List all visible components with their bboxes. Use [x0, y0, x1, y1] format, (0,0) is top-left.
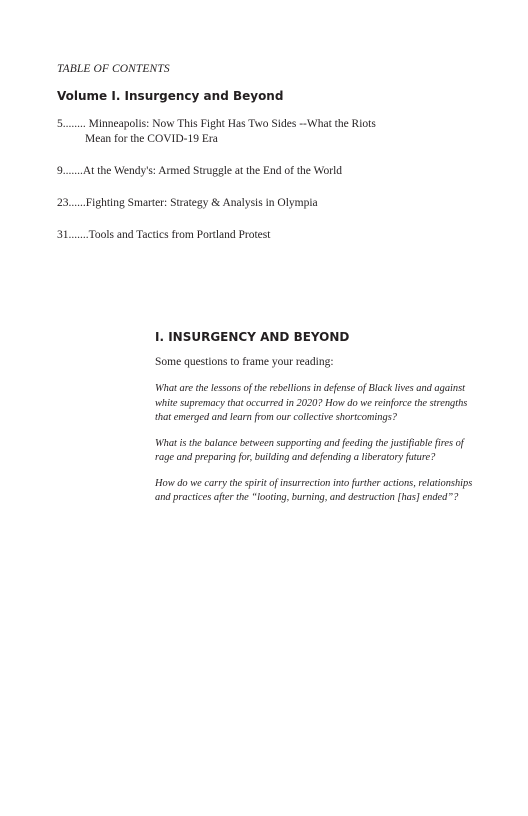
toc-leader: ....... [62, 165, 83, 177]
toc-entry[interactable] [57, 196, 387, 211]
volume-title: Volume I. Insurgency and Beyond [57, 89, 284, 103]
toc-entry-title: Fighting Smarter: Strategy & Analysis in Olympia [85, 197, 318, 209]
toc-entry-title: Minneapolis: Now This Fight Has Two Sides --What the Riots Mean for the COVID-19 Era [85, 118, 376, 145]
toc-leader: ........ [62, 118, 89, 130]
question-paragraph: What is the balance between supporting and feeding the justifiable fires of rage and preparing for, building and defending a liberatory future? [155, 437, 464, 463]
question-paragraph: How do we carry the spirit of insurrection into further actions, relationships and practices after the “looting, burning, and destruction [has] ended”? [155, 477, 473, 503]
toc-list [57, 117, 387, 260]
section-insurgency [155, 330, 475, 517]
toc-leader: ....... [68, 229, 89, 241]
question-paragraph: What are the lessons of the rebellions in defense of Black lives and against white supremacy that occurred in 2020? How do we reinforce the strengths that emerged and learn from our collective shortcomings? [155, 383, 468, 423]
toc-page-number: 31 [57, 229, 69, 241]
toc-page-number: 5 [57, 118, 63, 130]
toc-entry-title: At the Wendy's: Armed Struggle at the End of the World [82, 165, 343, 177]
toc-page-number: 23 [57, 197, 69, 209]
section-title: I. INSURGENCY AND BEYOND [155, 330, 350, 344]
toc-page-number: 9 [57, 165, 63, 177]
toc-leader: ...... [68, 197, 86, 209]
toc-entry[interactable] [57, 228, 387, 243]
toc-heading: TABLE OF CONTENTS [57, 63, 170, 75]
toc-entry-title: Tools and Tactics from Portland Protest [88, 229, 271, 241]
toc-entry[interactable] [57, 117, 387, 147]
section-intro: Some questions to frame your reading: [155, 356, 334, 368]
toc-entry[interactable] [57, 164, 387, 179]
